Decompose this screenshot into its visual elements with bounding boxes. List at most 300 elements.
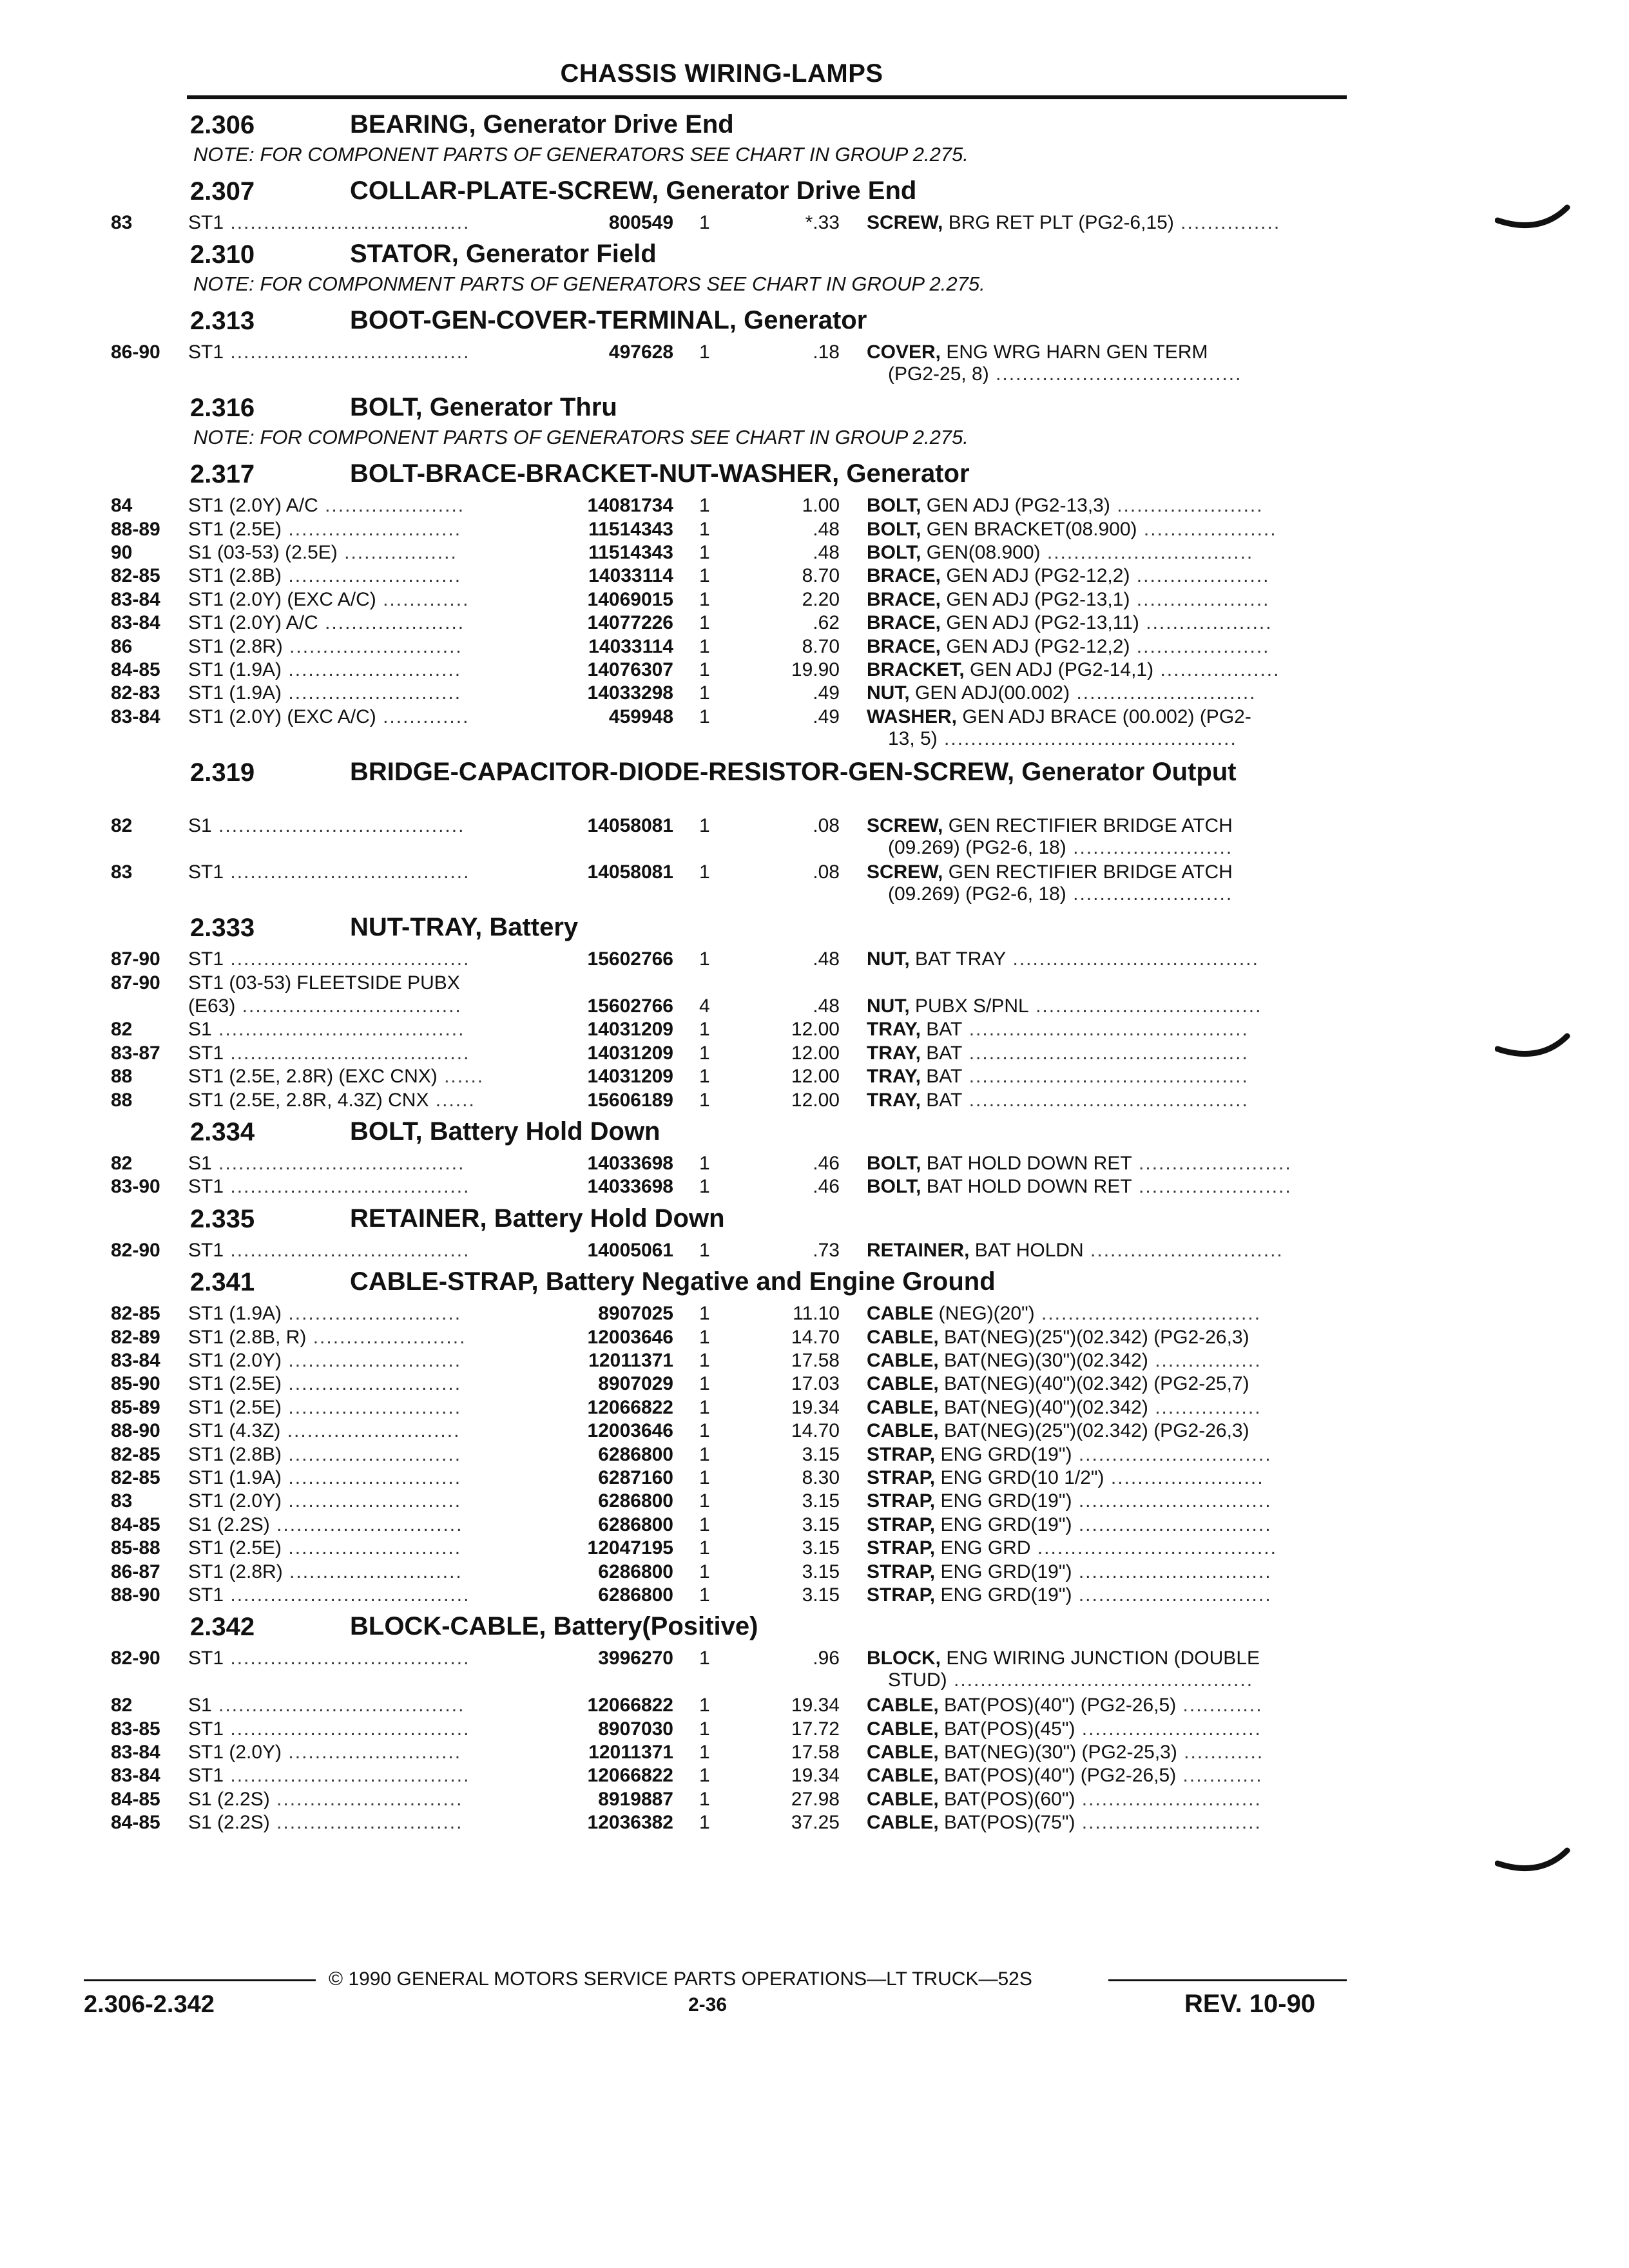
dot-leader: ..................................: [1028, 995, 1262, 1017]
description-detail: BAT(POS)(75"): [938, 1812, 1075, 1834]
application-text: ST1 (4.3Z): [188, 1420, 281, 1442]
dot-leader: .................................: [235, 995, 462, 1017]
part-number: 3996270: [598, 1648, 673, 1669]
part-number: 12047195: [587, 1537, 673, 1559]
quantity: 1: [699, 635, 710, 657]
model-years: 88-90: [111, 1420, 160, 1442]
part-description: [867, 1043, 1249, 1064]
quantity: 1: [699, 1765, 710, 1787]
footer-group-range: 2.306-2.342: [84, 1991, 215, 2018]
application: [188, 636, 463, 658]
dot-leader: ...........................: [1070, 682, 1257, 704]
description-detail: GEN BRACKET(08.900): [921, 518, 1137, 540]
part-number: 12003646: [587, 1326, 673, 1348]
group-number: 2.316: [190, 394, 255, 423]
group-header: [0, 1118, 1629, 1151]
part-number: 14069015: [587, 588, 673, 610]
group-title: NUT-TRAY, Battery: [350, 913, 579, 942]
model-years: 82-85: [111, 1443, 160, 1465]
group-title: RETAINER, Battery Hold Down: [350, 1204, 725, 1233]
dot-leader: ..........................: [282, 1350, 462, 1371]
group-header: [0, 460, 1629, 494]
part-number: 12066822: [587, 1765, 673, 1787]
dot-leader: .............................: [1083, 1239, 1284, 1261]
group-number: 2.306: [190, 111, 255, 139]
dot-leader: .............................: [1072, 1584, 1272, 1606]
application-text: ST1 (2.5E): [188, 1537, 282, 1559]
group-header: [0, 240, 1629, 274]
model-years: 82: [111, 1019, 133, 1041]
dot-leader: ..........................: [282, 1373, 462, 1395]
application: [188, 1812, 463, 1834]
application-text: ST1: [188, 948, 224, 970]
margin-tick-mark: [1495, 201, 1572, 240]
application: [188, 815, 465, 837]
description-noun: CABLE,: [867, 1765, 939, 1787]
model-years: 86: [111, 635, 133, 657]
part-number: 14077226: [587, 612, 673, 634]
price: *.33: [805, 212, 840, 233]
part-number: 14033114: [588, 635, 673, 657]
part-description: [867, 495, 1264, 517]
table-row: [0, 1090, 1629, 1111]
part-description: [867, 1303, 1261, 1325]
dot-leader: ....................................: [224, 1648, 470, 1669]
model-years: 82-85: [111, 565, 160, 587]
application: [188, 1176, 470, 1198]
quantity: 1: [699, 588, 710, 610]
quantity: 1: [699, 948, 710, 970]
description-noun: CABLE,: [867, 1718, 939, 1740]
application-text: ST1 (2.5E): [188, 1396, 282, 1418]
description-noun: TRAY,: [867, 1089, 921, 1111]
group-header: [0, 1205, 1629, 1238]
part-description: [867, 212, 1280, 234]
part-number: 12066822: [587, 1695, 673, 1716]
footer-copyright: © 1990 GENERAL MOTORS SERVICE PARTS OPERATIONS—LT TRUCK—52S: [329, 1968, 1032, 1990]
price: 3.15: [802, 1490, 840, 1512]
application: [188, 612, 465, 634]
description-detail: ENG GRD: [935, 1537, 1031, 1559]
description-detail: ENG GRD(19"): [935, 1490, 1072, 1512]
description-noun: SCREW,: [867, 212, 943, 233]
description-detail: GEN ADJ (PG2-13,11): [941, 612, 1139, 634]
part-number: 14033698: [587, 1176, 673, 1198]
dot-leader: ...............: [1173, 212, 1281, 233]
dot-leader: ....................: [1130, 635, 1270, 657]
description-noun: SCREW,: [867, 814, 943, 836]
dot-leader: ...................: [1139, 612, 1273, 634]
description-noun: BOLT,: [867, 495, 921, 517]
application: [188, 1467, 461, 1489]
application-text: ST1 (2.8B): [188, 1443, 282, 1465]
part-number: 14058081: [587, 861, 673, 883]
application: [188, 1019, 465, 1041]
model-years: 83-87: [111, 1042, 160, 1064]
dot-leader: ..........................: [282, 1303, 462, 1325]
model-years: 84-85: [111, 1812, 160, 1834]
model-years: 82: [111, 1695, 133, 1716]
quantity: 1: [699, 612, 710, 634]
quantity: 1: [699, 1066, 710, 1088]
description-detail: ENG GRD(19"): [935, 1443, 1072, 1465]
part-description: [867, 682, 1257, 704]
part-number: 12011371: [588, 1742, 673, 1763]
price: 8.30: [802, 1467, 840, 1488]
dot-leader: ........................: [1066, 883, 1233, 905]
model-years: 82: [111, 1153, 133, 1174]
group-title: BOLT, Battery Hold Down: [350, 1117, 660, 1146]
description-noun: CABLE,: [867, 1695, 939, 1716]
application-text: ST1 (2.0Y) A/C: [188, 495, 318, 517]
table-row: [0, 1444, 1629, 1466]
price: 12.00: [791, 1089, 840, 1111]
dot-leader: .....................: [318, 612, 465, 634]
table-row: [0, 1397, 1629, 1419]
quantity: 1: [699, 1537, 710, 1559]
dot-leader: .....................................: [1006, 948, 1259, 970]
dot-leader: ..........................: [282, 635, 463, 657]
model-years: 82-85: [111, 1303, 160, 1325]
part-number: 8907030: [598, 1718, 673, 1740]
part-number: 8907029: [598, 1373, 673, 1395]
dot-leader: ....................................: [224, 948, 470, 970]
application-text: ST1: [188, 1718, 224, 1740]
description-detail: GEN ADJ (PG2-12,2): [941, 565, 1130, 587]
model-years: 82-83: [111, 682, 160, 704]
group-header: [0, 758, 1629, 792]
model-years: 83: [111, 1490, 133, 1512]
table-row: [0, 565, 1629, 587]
price: 19.34: [791, 1765, 840, 1787]
quantity: 1: [699, 518, 710, 540]
model-years: 86-87: [111, 1561, 160, 1582]
table-row: [0, 1043, 1629, 1064]
application-text: ST1 (1.9A): [188, 659, 282, 680]
table-row: [0, 589, 1629, 611]
dot-leader: ....................................: [224, 1765, 470, 1787]
dot-leader: ............................: [269, 1514, 463, 1535]
quantity: 1: [699, 1467, 710, 1488]
application: [188, 542, 458, 564]
application-text: ST1 (2.8B, R): [188, 1326, 307, 1348]
application-text: ST1: [188, 1648, 224, 1669]
price: 17.58: [791, 1742, 840, 1763]
dot-leader: ..........................: [282, 659, 462, 680]
price: 17.58: [791, 1350, 840, 1371]
application: [188, 1153, 465, 1175]
table-row: [0, 706, 1629, 749]
dot-leader: ...........................: [1075, 1718, 1262, 1740]
part-number: 12011371: [588, 1350, 673, 1371]
part-description: [867, 1514, 1272, 1536]
part-description: [867, 1812, 1262, 1834]
table-row: [0, 659, 1629, 681]
dot-leader: ................: [1148, 1350, 1262, 1371]
description-detail: BAT(NEG)(30")(02.342): [938, 1350, 1148, 1371]
application: [188, 1444, 461, 1466]
quantity: 1: [699, 565, 710, 587]
description-detail: GEN(08.900): [921, 542, 1041, 563]
description-detail: GEN ADJ (PG2-12,2): [941, 635, 1130, 657]
application-text: ST1: [188, 861, 224, 883]
group-title: BOLT-BRACE-BRACKET-NUT-WASHER, Generator: [350, 459, 970, 488]
application-text: S1 (2.2S): [188, 1788, 270, 1810]
table-row: [0, 682, 1629, 704]
application-text: ST1 (2.5E, 2.8R) (EXC CNX): [188, 1066, 438, 1088]
dot-leader: ..........................: [282, 1490, 462, 1512]
dot-leader: .............................: [1072, 1443, 1272, 1465]
application-text: (E63): [188, 995, 236, 1017]
part-description: [867, 341, 1208, 363]
dot-leader: ....................................: [224, 1042, 470, 1064]
dot-leader: ..........................: [282, 518, 462, 540]
dot-leader: ...............................: [1040, 542, 1254, 563]
model-years: 83: [111, 861, 133, 883]
dot-leader: ..........................: [282, 1467, 462, 1488]
application-text: ST1: [188, 1239, 224, 1261]
quantity: 1: [699, 542, 710, 563]
description-noun: STRAP,: [867, 1514, 936, 1535]
header-rule: [187, 95, 1347, 99]
group-title: CABLE-STRAP, Battery Negative and Engine Ground: [350, 1267, 996, 1296]
part-description: [867, 1420, 1249, 1442]
description-noun: CABLE,: [867, 1788, 939, 1810]
dot-leader: ......: [437, 1066, 485, 1088]
model-years: 83: [111, 212, 133, 233]
description-detail: BAT(NEG)(25")(02.342) (PG2-26,3): [938, 1420, 1249, 1442]
description-detail: GEN RECTIFIER BRIDGE ATCH: [943, 814, 1233, 836]
price: .48: [813, 948, 840, 970]
part-description: [867, 1695, 1263, 1716]
footer-revision: REV. 10-90: [1184, 1990, 1316, 2018]
description-detail: GEN ADJ (PG2-13,3): [921, 495, 1110, 517]
dot-leader: ............: [1176, 1765, 1263, 1787]
description-detail: ENG WRG HARN GEN TERM: [941, 341, 1208, 363]
table-row: [0, 1812, 1629, 1834]
dot-leader: ........................: [1066, 836, 1233, 858]
application-text: ST1 (1.9A): [188, 1303, 282, 1325]
dot-leader: .......................: [306, 1326, 467, 1348]
part-number: 497628: [608, 341, 673, 363]
description-noun: BLOCK,: [867, 1648, 941, 1669]
dot-leader: ....................................: [224, 1584, 470, 1606]
part-description: [867, 1584, 1272, 1606]
description-noun: CABLE: [867, 1303, 934, 1325]
application-text: S1 (03-53) (2.5E): [188, 542, 338, 563]
description-detail: BAT(POS)(40") (PG2-26,5): [938, 1765, 1177, 1787]
dot-leader: .....................................: [211, 1153, 465, 1174]
quantity: 1: [699, 1176, 710, 1198]
price: 11.10: [793, 1303, 840, 1325]
description-detail: BAT(NEG)(30") (PG2-25,3): [938, 1742, 1177, 1763]
part-description: [867, 1648, 1260, 1669]
dot-leader: ..........................................: [962, 1042, 1249, 1064]
table-row: [0, 1537, 1629, 1559]
part-description: [867, 948, 1259, 970]
model-years: 84: [111, 495, 133, 517]
application-text: ST1 (2.0Y): [188, 1350, 282, 1371]
dot-leader: ..........................: [280, 1420, 461, 1442]
description-noun: TRAY,: [867, 1066, 921, 1088]
table-row: [0, 1240, 1629, 1262]
quantity: 1: [699, 212, 710, 233]
price: 27.98: [791, 1788, 840, 1810]
description-noun: STRAP,: [867, 1561, 936, 1582]
dot-leader: ....................: [1130, 588, 1270, 610]
part-description: [867, 1561, 1272, 1583]
description-detail: GEN ADJ (PG2-13,1): [941, 588, 1130, 610]
part-description: [867, 1066, 1249, 1088]
price: 3.15: [802, 1443, 840, 1465]
part-number: 14033298: [587, 682, 673, 704]
table-row: [0, 1584, 1629, 1606]
table-row: [0, 1718, 1629, 1740]
description-continuation: (09.269) (PG2-6, 18): [888, 883, 1066, 905]
group-note: NOTE: FOR COMPONENT PARTS OF GENERATORS SEE CHART IN GROUP 2.275.: [193, 426, 969, 449]
model-years: 86-90: [111, 341, 160, 363]
description-noun: RETAINER,: [867, 1239, 970, 1261]
model-years: 85-89: [111, 1396, 160, 1418]
dot-leader: .............................: [1072, 1561, 1272, 1582]
quantity: 1: [699, 1812, 710, 1834]
price: .48: [813, 518, 840, 540]
table-row: [0, 1066, 1629, 1088]
application: [188, 682, 461, 704]
description-noun: BOLT,: [867, 518, 921, 540]
dot-leader: ...........................: [1075, 1788, 1262, 1810]
description-noun: STRAP,: [867, 1537, 936, 1559]
dot-leader: .....................................: [211, 814, 465, 836]
group-number: 2.310: [190, 240, 255, 269]
application-text: ST1 (1.9A): [188, 682, 282, 704]
table-row: [0, 1514, 1629, 1536]
dot-leader: .......................: [1132, 1153, 1292, 1174]
table-row: [0, 212, 1629, 234]
dot-leader: ....................................: [224, 861, 470, 883]
group-number: 2.341: [190, 1268, 255, 1297]
price: 3.15: [802, 1537, 840, 1559]
part-description: [867, 636, 1270, 658]
description-noun: CABLE,: [867, 1326, 939, 1348]
model-years: 90: [111, 542, 133, 563]
description-detail: GEN RECTIFIER BRIDGE ATCH: [943, 861, 1233, 883]
dot-leader: .....................................: [211, 1695, 465, 1716]
part-description: [867, 589, 1270, 611]
part-description-continued: [888, 1669, 1253, 1691]
part-number: 14076307: [587, 659, 673, 680]
dot-leader: ..........................: [282, 682, 462, 704]
application: [188, 1420, 460, 1442]
quantity: 1: [699, 1373, 710, 1395]
description-noun: NUT,: [867, 948, 910, 970]
part-number: 14031209: [587, 1042, 673, 1064]
description-detail: GEN ADJ(00.002): [909, 682, 1070, 704]
price: 2.20: [802, 588, 840, 610]
description-detail: BAT(POS)(60"): [938, 1788, 1075, 1810]
quantity: 1: [699, 1443, 710, 1465]
group-number: 2.317: [190, 460, 255, 489]
part-number: 14031209: [587, 1019, 673, 1041]
description-detail: BRG RET PLT (PG2-6,15): [943, 212, 1174, 233]
group-header: [0, 111, 1629, 144]
table-row: [0, 1561, 1629, 1583]
model-years: 84-85: [111, 1788, 160, 1810]
dot-leader: .............................................: [947, 1669, 1254, 1691]
application: [188, 1648, 470, 1669]
footer-rule-right: [1108, 1979, 1347, 1981]
description-detail: BAT HOLD DOWN RET: [921, 1153, 1132, 1174]
price: .18: [813, 341, 840, 363]
part-description: [867, 1718, 1262, 1740]
description-detail: GEN ADJ (PG2-14,1): [964, 659, 1154, 680]
part-description: [867, 1090, 1249, 1111]
part-description-continued: [888, 883, 1233, 905]
part-number: 6286800: [598, 1561, 673, 1582]
price: 19.34: [791, 1396, 840, 1418]
dot-leader: ..........................: [282, 1443, 462, 1465]
description-detail: BAT TRAY: [909, 948, 1007, 970]
model-years: 84-85: [111, 1514, 160, 1535]
table-row: [0, 495, 1629, 517]
price: .48: [813, 995, 840, 1017]
part-description: [867, 1176, 1292, 1198]
application: [188, 1514, 463, 1536]
description-detail: BAT(NEG)(25")(02.342) (PG2-26,3): [938, 1326, 1249, 1348]
quantity: 1: [699, 1490, 710, 1512]
description-continuation: (09.269) (PG2-6, 18): [888, 836, 1066, 858]
price: 3.15: [802, 1514, 840, 1535]
part-number: 15606189: [587, 1089, 673, 1111]
price: .62: [813, 612, 840, 634]
price: 1.00: [802, 495, 840, 517]
description-noun: BOLT,: [867, 1176, 921, 1198]
model-years: 82: [111, 814, 133, 836]
quantity: 1: [699, 1695, 710, 1716]
price: 14.70: [791, 1420, 840, 1442]
dot-leader: ....................................: [224, 1718, 470, 1740]
quantity: 1: [699, 682, 710, 704]
application: [188, 1584, 470, 1606]
application: [188, 1066, 484, 1088]
application-text: ST1 (2.5E, 2.8R, 4.3Z) CNX: [188, 1089, 429, 1111]
quantity: 1: [699, 1153, 710, 1174]
application-text: ST1 (1.9A): [188, 1467, 282, 1488]
part-description: [867, 519, 1277, 541]
quantity: 1: [699, 1303, 710, 1325]
table-row: [0, 636, 1629, 658]
part-number: 800549: [608, 212, 673, 233]
application: [188, 995, 462, 1017]
dot-leader: .....................: [318, 495, 465, 517]
table-row: [0, 542, 1629, 564]
description-detail: BAT: [920, 1089, 963, 1111]
group-number: 2.335: [190, 1204, 255, 1233]
description-noun: CABLE,: [867, 1812, 939, 1834]
model-years: 85-88: [111, 1537, 160, 1559]
part-number: 15602766: [587, 995, 673, 1017]
part-description: [867, 1537, 1277, 1559]
application-text: ST1 (2.8B): [188, 565, 282, 587]
application-text: ST1 (2.5E): [188, 518, 282, 540]
description-noun: COVER,: [867, 341, 941, 363]
table-row: [0, 1373, 1629, 1395]
table-row: [0, 1467, 1629, 1489]
dot-leader: .......................: [1132, 1176, 1292, 1198]
part-number: 6287160: [598, 1467, 673, 1488]
table-row: [0, 814, 1629, 858]
application: [188, 1397, 461, 1419]
